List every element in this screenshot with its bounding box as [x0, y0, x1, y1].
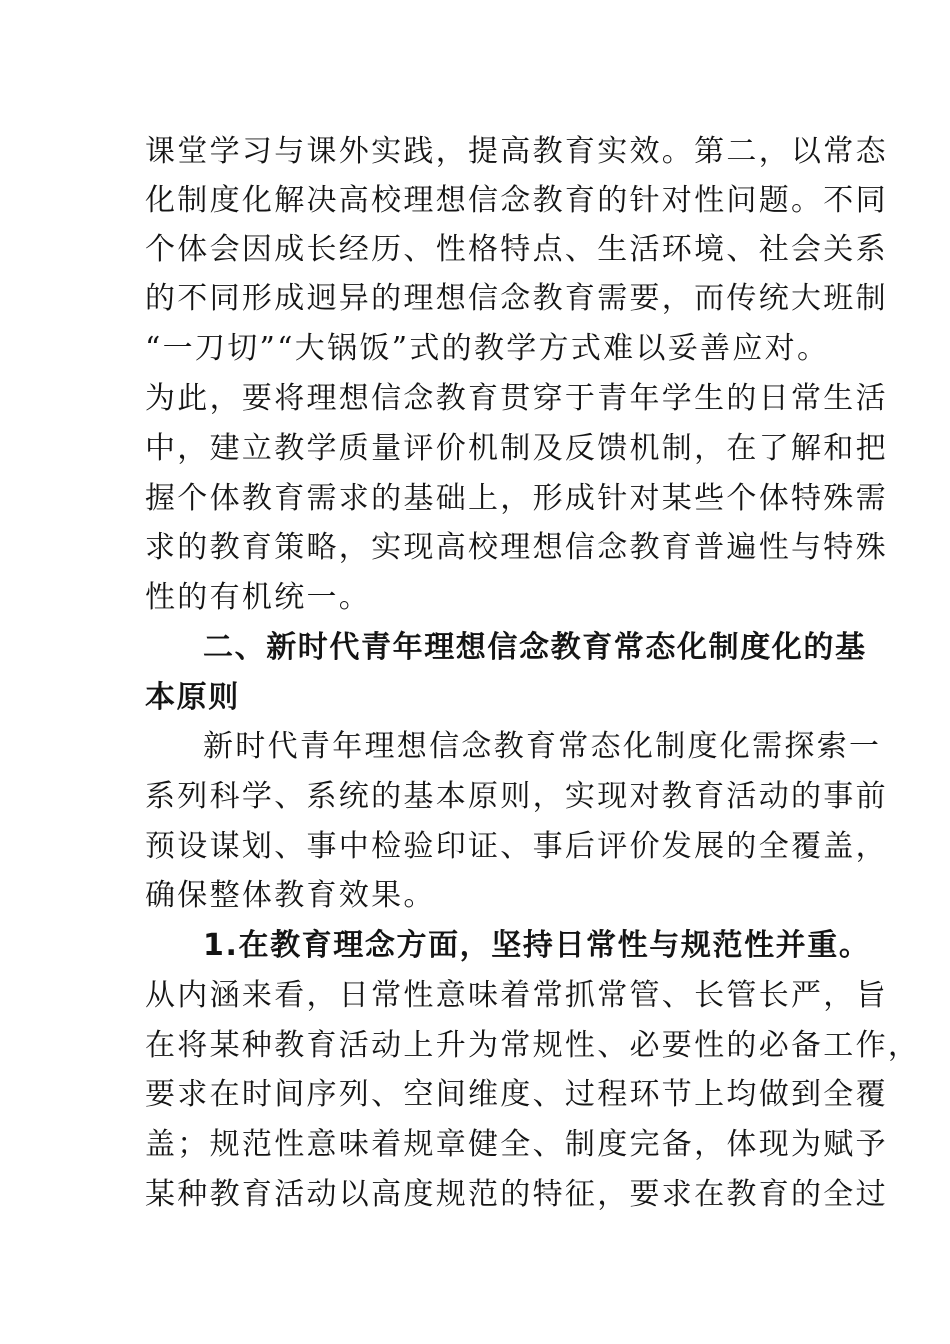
body-text-line: 个体会因成长经历、性格特点、生活环境、社会关系 — [145, 232, 888, 267]
body-text-line: 为此，要将理想信念教育贯穿于青年学生的日常生活 — [145, 381, 888, 416]
body-text-line: 盖；规范性意味着规章健全、制度完备，体现为赋予 — [145, 1127, 888, 1162]
body-text-line: 性的有机统一。 — [145, 580, 372, 615]
body-text-line: 新时代青年理想信念教育常态化制度化需探索一 — [203, 729, 882, 764]
body-text-line: 求的教育策略，实现高校理想信念教育普遍性与特殊 — [145, 530, 888, 565]
body-text-line: 确保整体教育效果。 — [145, 878, 436, 913]
body-text-line: 化制度化解决高校理想信念教育的针对性问题。不同 — [145, 183, 888, 218]
body-text-line: 系列科学、系统的基本原则，实现对教育活动的事前 — [145, 779, 888, 814]
body-text-line: 在将某种教育活动上升为常规性、必要性的必备工作， — [145, 1028, 921, 1063]
body-text-line: 从内涵来看，日常性意味着常抓常管、长管长严，旨 — [145, 978, 888, 1013]
body-text-line: 预设谋划、事中检验印证、事后评价发展的全覆盖， — [145, 829, 888, 864]
section-heading: 二、新时代青年理想信念教育常态化制度化的基 — [203, 630, 867, 665]
section-heading-continued: 本原则 — [145, 680, 240, 715]
subsection-heading: 1.在教育理念方面，坚持日常性与规范性并重。 — [203, 928, 871, 963]
body-text-line: 要求在时间序列、空间维度、过程环节上均做到全覆 — [145, 1077, 888, 1112]
body-text-line: 中，建立教学质量评价机制及反馈机制，在了解和把 — [145, 431, 888, 466]
body-text-line: 的不同形成迥异的理想信念教育需要，而传统大班制 — [145, 281, 888, 316]
body-text-line: “一刀切”“大锅饭”式的教学方式难以妥善应对。 — [145, 331, 830, 366]
body-text-line: 握个体教育需求的基础上，形成针对某些个体特殊需 — [145, 481, 888, 516]
body-text-line: 课堂学习与课外实践，提高教育实效。第二，以常态 — [145, 134, 888, 169]
body-text-line: 某种教育活动以高度规范的特征，要求在教育的全过 — [145, 1177, 888, 1212]
